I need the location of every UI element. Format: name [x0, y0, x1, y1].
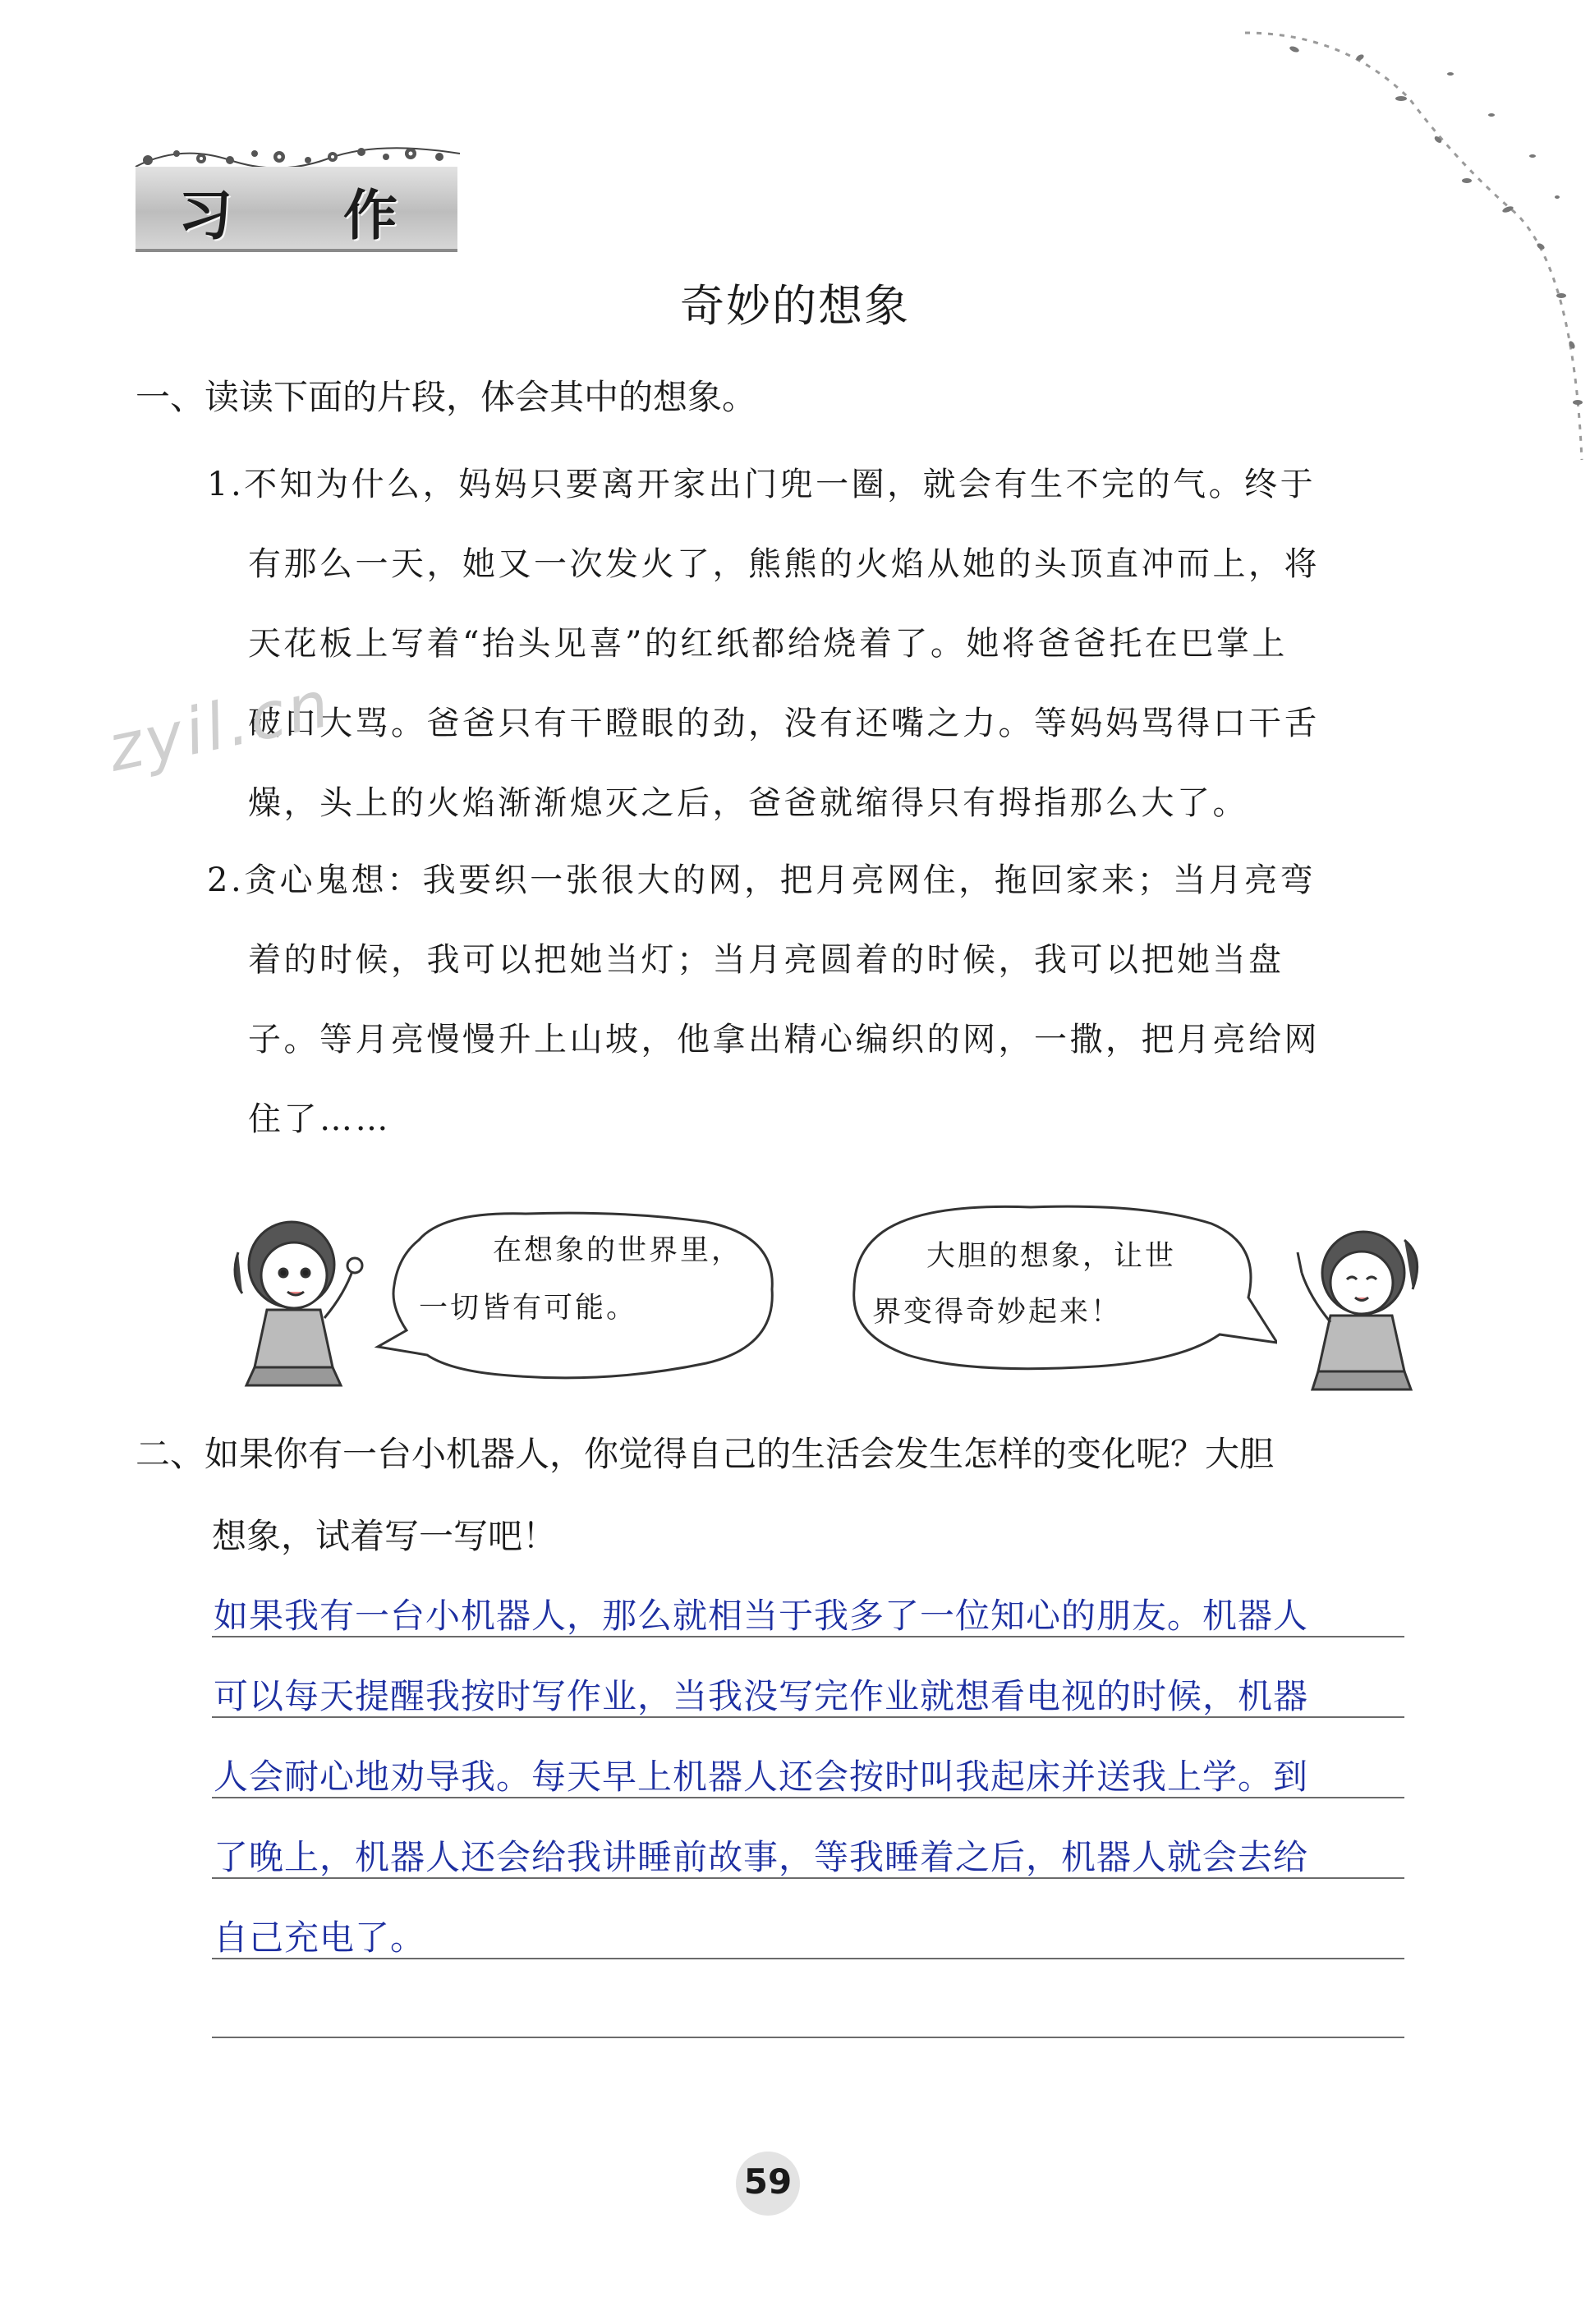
writing-rule [212, 1877, 1404, 1879]
passage-1-line: 1.不知为什么，妈妈只要离开家出门兜一圈，就会有生不完的气。终于 [207, 466, 1317, 503]
girl-pointing-illustration-icon [1281, 1207, 1429, 1396]
writing-rule [212, 1716, 1404, 1718]
passage-2-line: 子。等月亮慢慢升上山坡，他拿出精心编织的网，一撒，把月亮给网 [248, 1021, 1320, 1059]
watermark: zyil.cn [101, 667, 338, 787]
section2-heading-continued: 想象，试着写一写吧！ [212, 1516, 558, 1556]
passage-2-line: 着的时候，我可以把她当灯；当月亮圆着的时候，我可以把她当盘 [248, 941, 1284, 979]
section1-heading: 一、读读下面的片段，体会其中的想象。 [136, 377, 757, 417]
left-bubble-line: 在想象的世界里， [493, 1234, 743, 1267]
writing-rule [212, 1958, 1404, 1959]
essay-title: 奇妙的想象 [680, 280, 910, 332]
right-bubble-line: 大胆的想象，让世 [926, 1240, 1177, 1273]
passage-2-line: 住了…… [248, 1100, 391, 1138]
passage-1-line: 有那么一天，她又一次发火了，熊熊的火焰从她的头顶直冲而上，将 [248, 545, 1320, 583]
handwritten-answer-line: 人会耐心地劝导我。每天早上机器人还会按时叫我起床并送我上学。到 [214, 1757, 1309, 1797]
section2-heading: 二、如果你有一台小机器人，你觉得自己的生活会发生怎样的变化呢？大胆 [136, 1434, 1275, 1474]
handwritten-answer-line: 可以每天提醒我按时写作业，当我没写完作业就想看电视的时候，机器 [214, 1676, 1309, 1716]
handwritten-answer-line: 自己充电了。 [214, 1918, 426, 1958]
leaf-corner-decoration-icon [1245, 0, 1590, 493]
right-bubble-line: 界变得奇妙起来！ [872, 1296, 1123, 1329]
passage-1-line: 天花板上写着“抬头见喜”的红纸都给烧着了。她将爸爸托在巴掌上 [248, 625, 1288, 663]
passage-1-line: 破口大骂。爸爸只有干瞪眼的劲，没有还嘴之力。等妈妈骂得口干舌 [248, 705, 1320, 742]
left-bubble-line: 一切皆有可能。 [419, 1292, 638, 1325]
writing-rule [212, 2037, 1404, 2038]
header-banner [136, 135, 457, 250]
handwritten-answer-line: 了晚上，机器人还会给我讲睡前故事，等我睡着之后，机器人就会去给 [214, 1837, 1309, 1877]
section-type-label: 习 作 [178, 183, 443, 247]
girl-waving-illustration-icon [222, 1203, 370, 1392]
handwritten-answer-line: 如果我有一台小机器人，那么就相当于我多了一位知心的朋友。机器人 [214, 1596, 1309, 1636]
page-number: 59 [743, 2161, 793, 2202]
passage-2-line: 2.贪心鬼想：我要织一张很大的网，把月亮网住，拖回家来；当月亮弯 [207, 861, 1317, 899]
writing-rule [212, 1636, 1404, 1637]
passage-1-line: 燥，头上的火焰渐渐熄灭之后，爸爸就缩得只有拇指那么大了。 [248, 784, 1248, 822]
writing-rule [212, 1797, 1404, 1798]
